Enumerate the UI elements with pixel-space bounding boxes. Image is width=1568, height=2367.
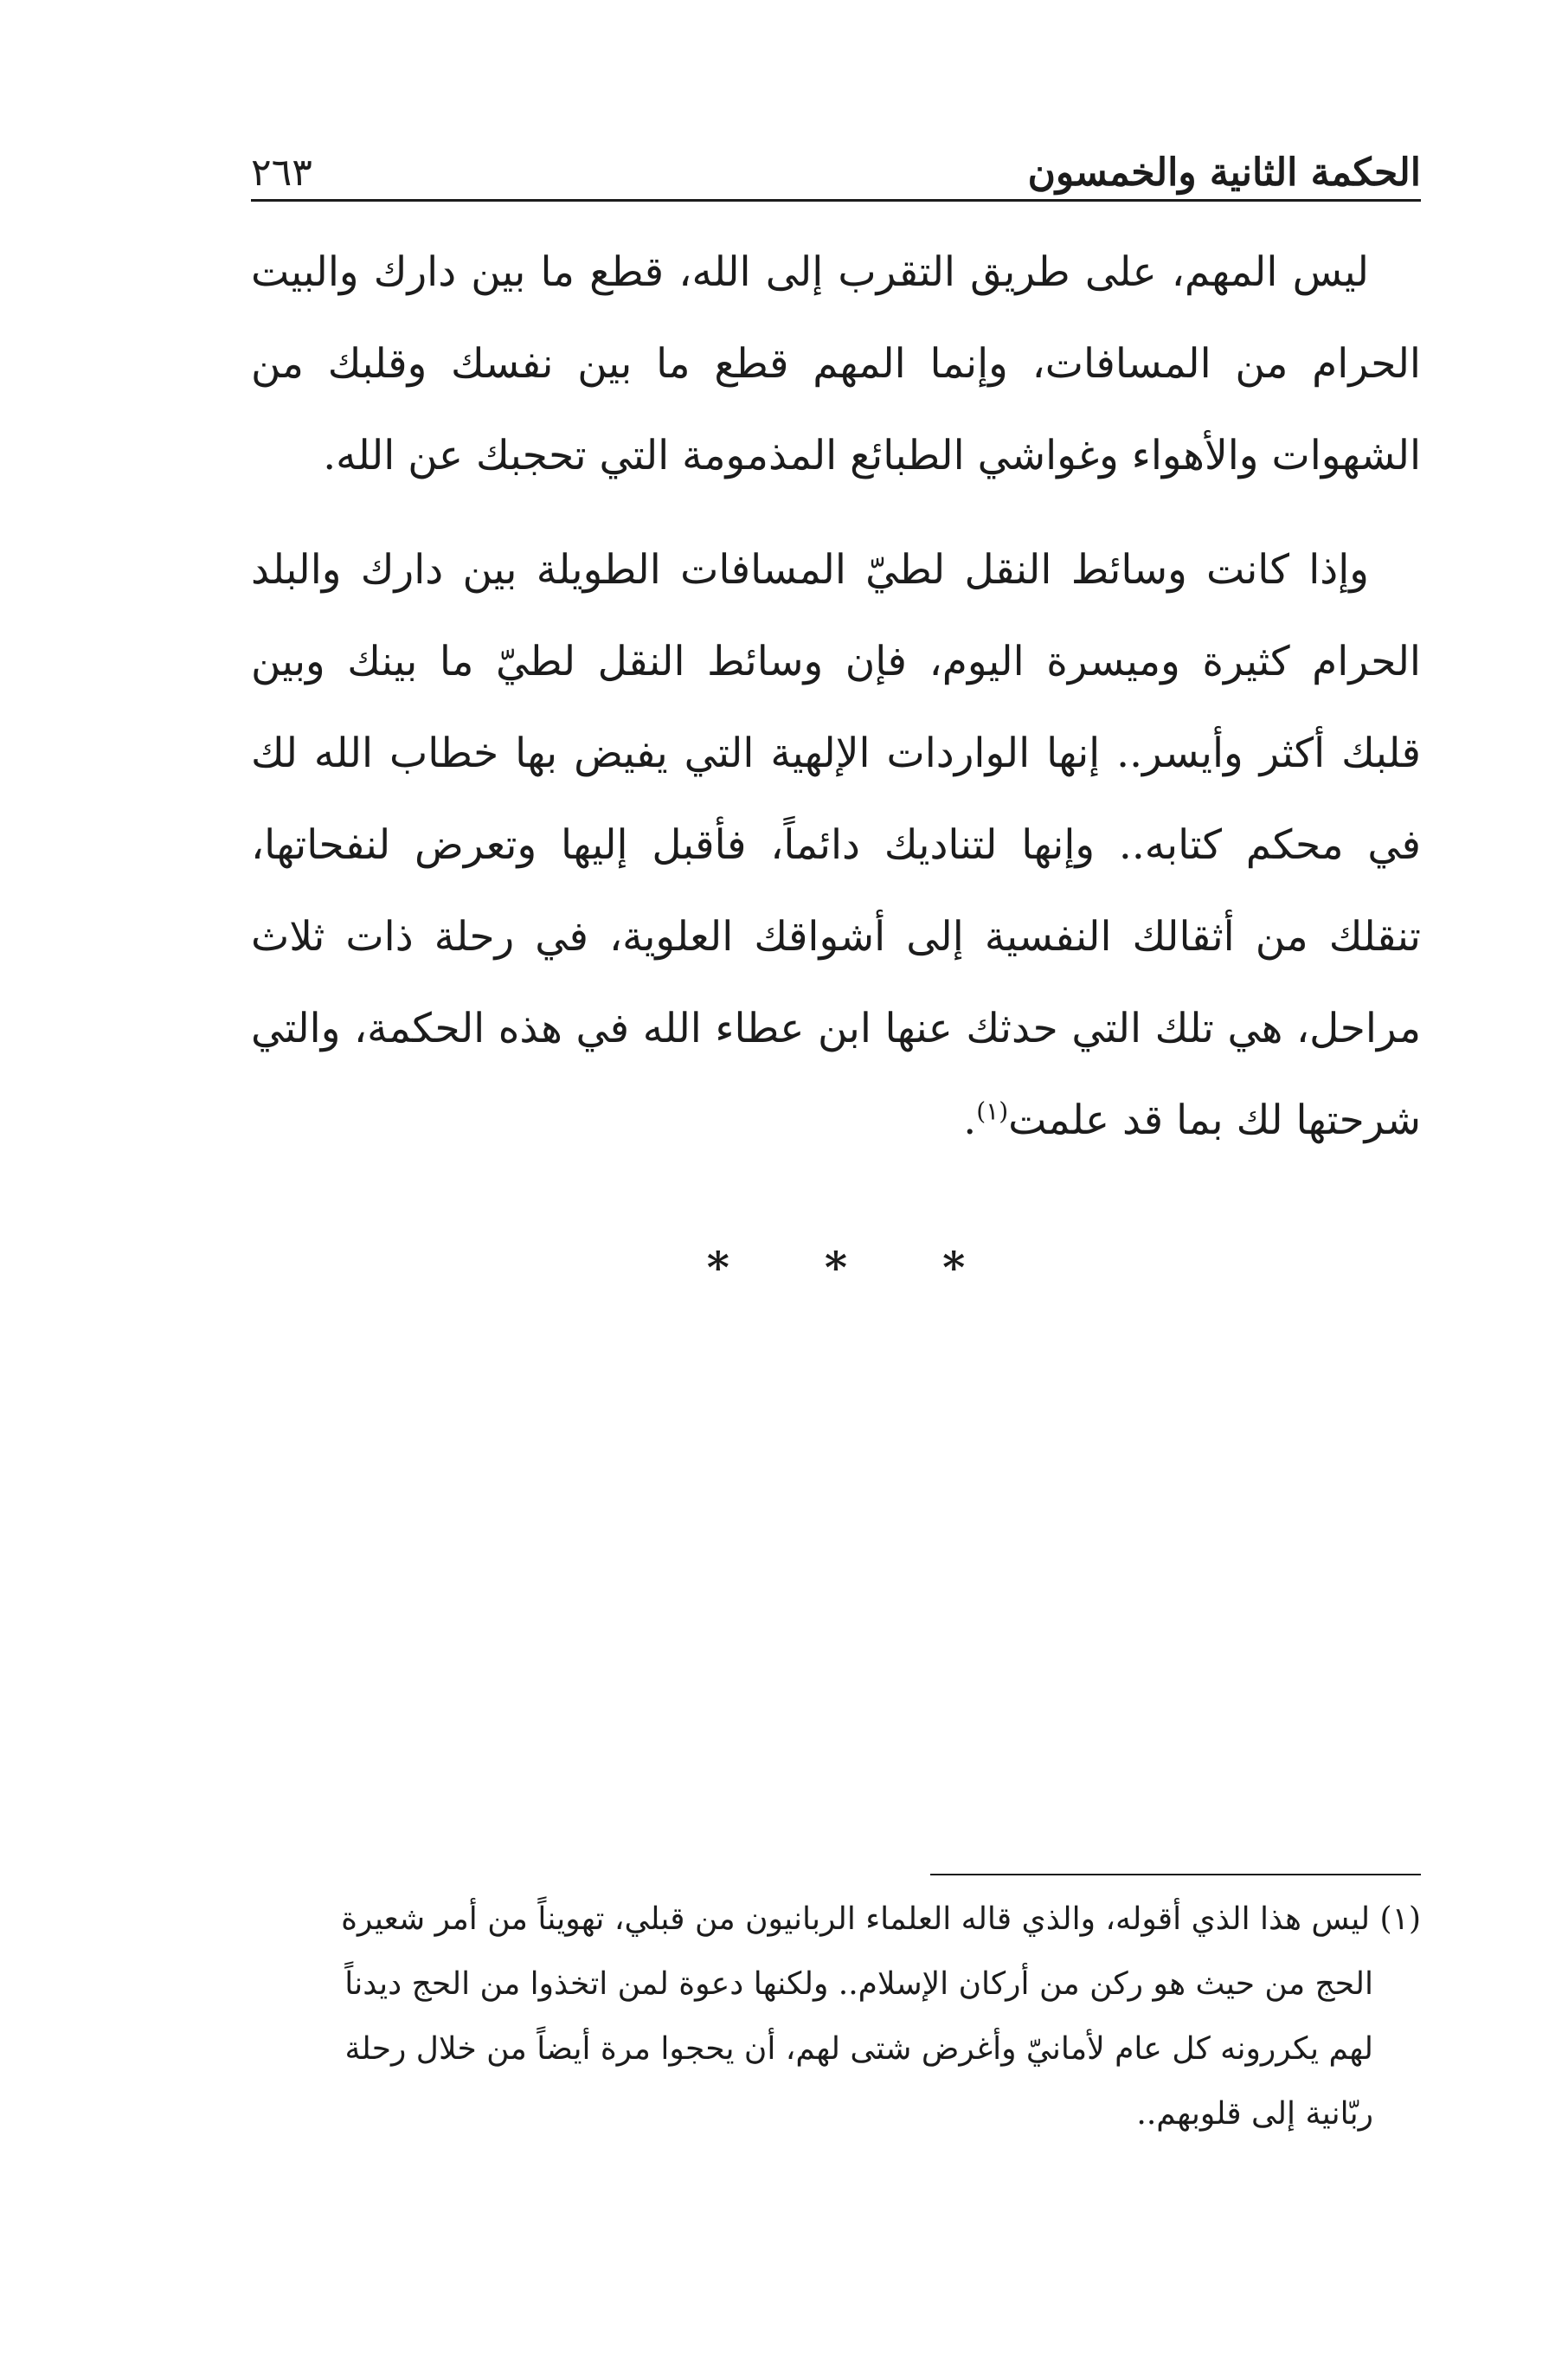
separator-star-2: * — [824, 1242, 848, 1293]
main-text — [251, 227, 1421, 1167]
footnote-line-1: (١) ليس هذا الذي أقوله، والذي قاله العلماء الربانيون من قبلي، تهويناً من أمر شعيرة — [341, 1901, 1421, 1937]
section-separator — [251, 1238, 1421, 1298]
chapter-title: الحكمة الثانية والخمسون — [1027, 151, 1421, 195]
separator-star-3: * — [706, 1242, 729, 1293]
separator-star-1: * — [942, 1242, 966, 1293]
footnote-line-4: ربّانية إلى قلوبهم.. — [1136, 2096, 1373, 2132]
footnote-line-3: لهم يكررونه كل عام لأمانيّ وأغرض شتى لهم، أن يحجوا مرة أيضاً من خلال رحلة — [344, 2031, 1373, 2067]
header-rule — [251, 199, 1421, 202]
paragraph-1: ليس المهم، على طريق التقرب إلى الله، قطع ما بين دارك والبيت الحرام من المسافات، وإنما المهم قطع ما بين نفسك وقلبك من الشهوات والأهواء وغواشي الطبائع المذمومة التي تحجبك عن الله. — [251, 248, 1421, 479]
footnote-line-2: الحج من حيث هو ركن من أركان الإسلام.. ولكنها دعوة لمن اتخذوا من الحج ديدناً — [344, 1966, 1373, 2002]
paragraph-2 — [251, 524, 1421, 1167]
running-header — [251, 130, 1421, 199]
page-number: ٢٦٣ — [251, 151, 312, 195]
paragraph-2-text: وإذا كانت وسائط النقل لطيّ المسافات الطويلة بين دارك والبلد الحرام كثيرة وميسرة اليوم، فإن وسائط النقل لطيّ ما بينك وبين قلبك أكثر وأيسر.. إنها الواردات الإلهية التي يفيض بها خطاب الله لك في محكم كتابه.. وإنها لتناديك دائماً، فأقبل إليها وتعرض لنفحاتها، تنقلك من أثقالك النفسية إلى أشواقك العلوية، في رحلة ذات ثلاث مراحل، هي تلك التي حدثك عنها ابن عطاء الله في هذه الحكمة، والتي شرحتها لك بما قد علمت — [251, 546, 1421, 1144]
footnote-reference: (١) — [976, 1097, 1009, 1126]
footnote-rule — [930, 1874, 1421, 1875]
footnote — [251, 1887, 1421, 2146]
paragraph-2-end: . — [963, 1097, 977, 1144]
